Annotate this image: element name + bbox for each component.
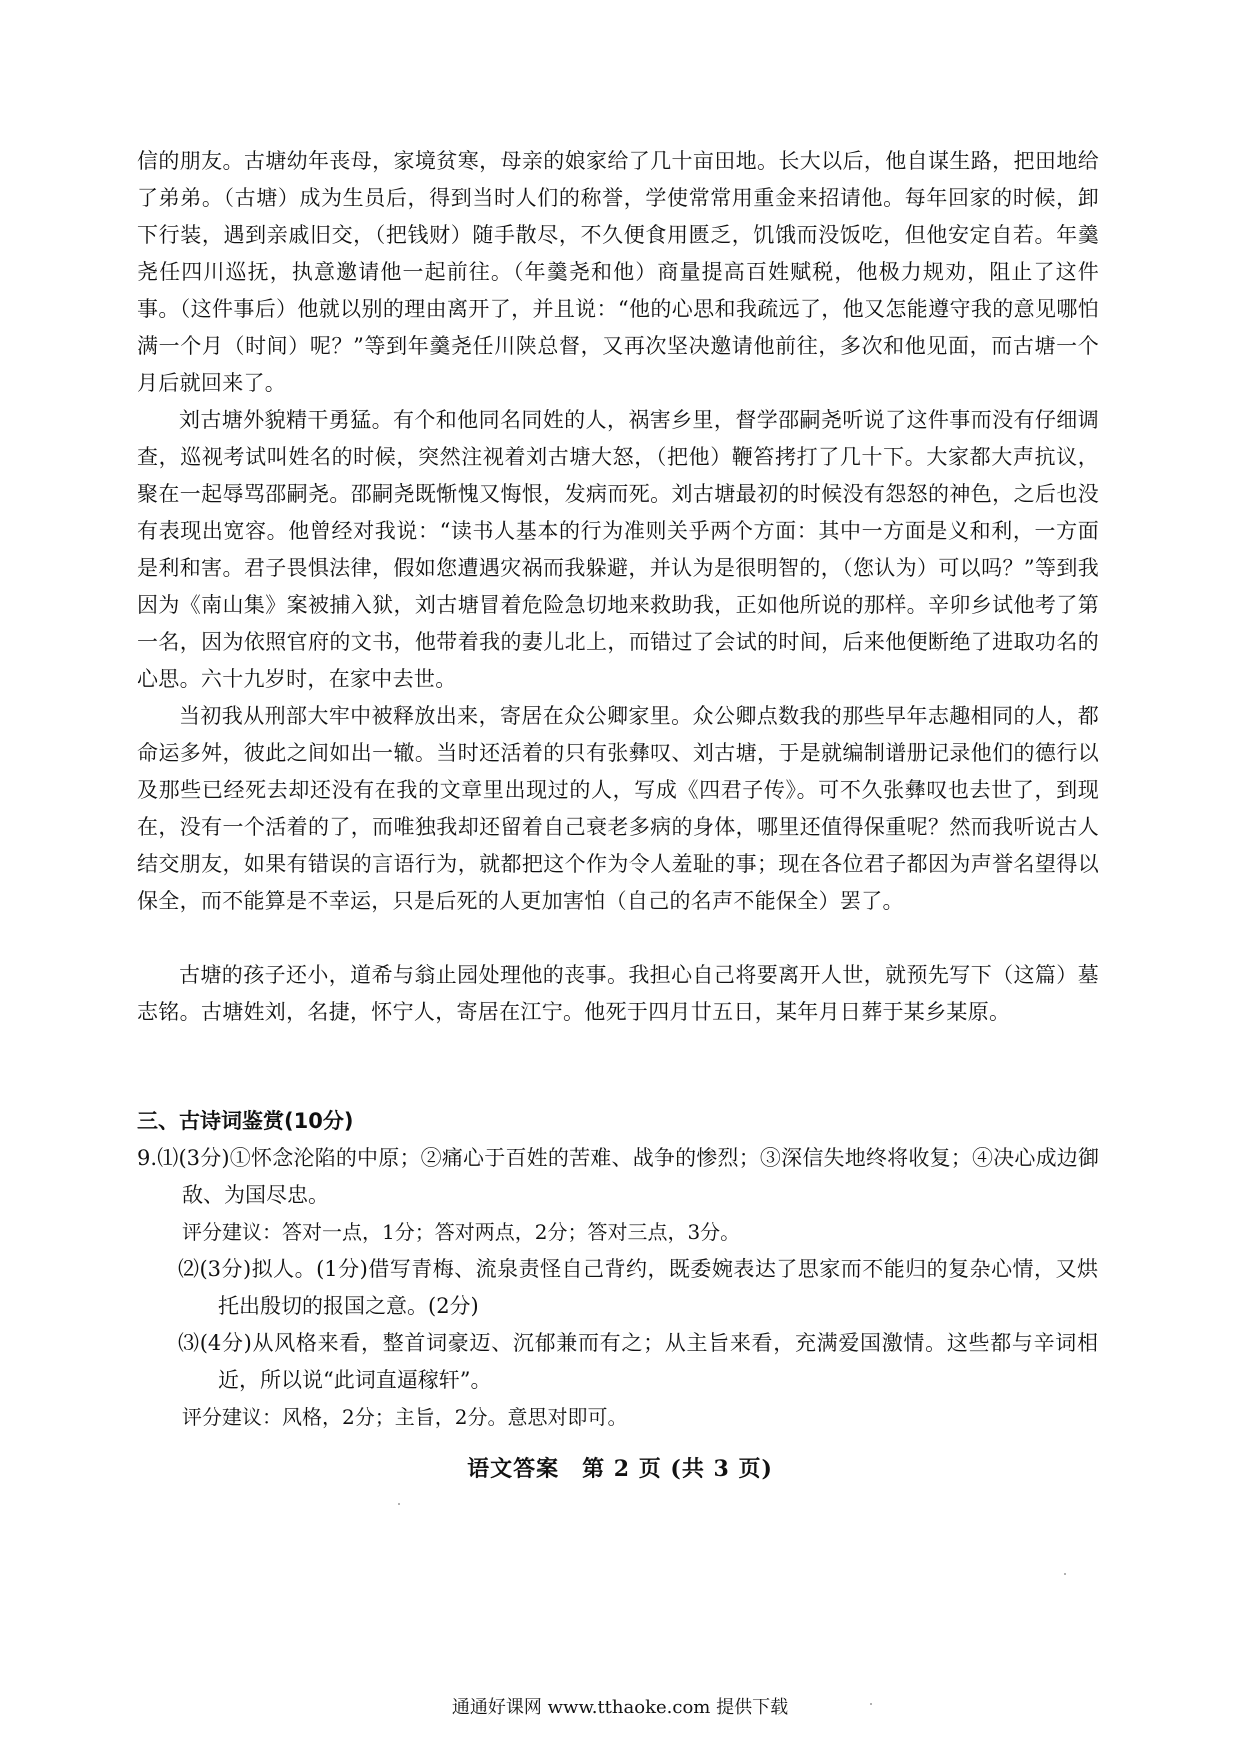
paragraph-4: 古塘的孩子还小，道希与翁止园处理他的丧事。我担心自己将要离开人世，就预先写下（这篇）墓志铭。古塘姓刘，名捷，怀宁人，寄居在江宁。他死于四月廿五日，某年月日葬于某乡某原。 [137, 963, 1099, 1024]
scoring-note-2: 评分建议：风格，2分；主旨，2分。意思对即可。 [182, 1405, 628, 1429]
answer-9-1 [137, 1140, 1099, 1214]
paragraph-2: 刘古塘外貌精干勇猛。有个和他同名同姓的人，祸害乡里，督学邵嗣尧听说了这件事而没有仔细调查，巡视考试叫姓名的时候，突然注视着刘古塘大怒，（把他）鞭笞拷打了几十下。大家都大声抗议，聚在一起辱骂邵嗣尧。邵嗣尧既惭愧又悔恨，发病而死。刘古塘最初的时候没有怨怒的神色，之后也没有表现出宽容。他曾经对我说：“读书人基本的行为准则关乎两个方面：其中一方面是义和利，一方面是利和害。君子畏惧法律，假如您遭遇灾祸而我躲避，并认为是很明智的，（您认为）可以吗？”等到我因为《南山集》案被捕入狱，刘古塘冒着危险急切地来救助我，正如他所说的那样。辛卯乡试他考了第一名，因为依照官府的文书，他带着我的妻儿北上，而错过了会试的时间，后来他便断绝了进取功名的心思。六十九岁时，在家中去世。 [137, 408, 1099, 691]
answer-9-1-text: 9.⑴(3分)①怀念沦陷的中原；②痛心于百姓的苦难、战争的惨烈；③深信失地终将收复；④决心成边御敌、为国尽忠。 [137, 1146, 1099, 1207]
scan-speck [1064, 1573, 1066, 1575]
page-number-label: 语文答案 第 2 页 (共 3 页) [467, 1456, 773, 1482]
section-title: 三、古诗词鉴赏(10分) [137, 1109, 354, 1133]
paragraph-1: 信的朋友。古塘幼年丧母，家境贫寒，母亲的娘家给了几十亩田地。长大以后，他自谋生路，把田地给了弟弟。（古塘）成为生员后，得到当时人们的称誉，学使常常用重金来招请他。每年回家的时候，卸下行装，遇到亲戚旧交，（把钱财）随手散尽，不久便食用匮乏，饥饿而没饭吃，但他安定自若。年羹尧任四川巡抚，执意邀请他一起前往。（年羹尧和他）商量提高百姓赋税，他极力规劝，阻止了这件事。（这件事后）他就以别的理由离开了，并且说：“他的心思和我疏远了，他又怎能遵守我的意见哪怕满一个月（时间）呢？”等到年羹尧任川陕总督，又再次坚决邀请他前往，多次和他见面，而古塘一个月后就回来了。 [137, 149, 1099, 395]
site-credit: 通通好课网 www.tthaoke.com 提供下载 [451, 1697, 789, 1718]
answer-9-3-text: ⑶(4分)从风格来看，整首词豪迈、沉郁兼而有之；从主旨来看，充满爱国激情。这些都与辛词相近，所以说“此词直逼稼轩”。 [178, 1331, 1098, 1392]
scoring-note-1: 评分建议：答对一点，1分；答对两点，2分；答对三点，3分。 [182, 1220, 741, 1244]
answer-9-2 [178, 1251, 1098, 1325]
scan-speck [870, 1703, 872, 1705]
paragraph-3: 当初我从刑部大牢中被释放出来，寄居在众公卿家里。众公卿点数我的那些早年志趣相同的人，都命运多舛，彼此之间如出一辙。当时还活着的只有张彝叹、刘古塘，于是就编制谱册记录他们的德行以及那些已经死去却还没有在我的文章里出现过的人，写成《四君子传》。可不久张彝叹也去世了，到现在，没有一个活着的了，而唯独我却还留着自己衰老多病的身体，哪里还值得保重呢？然而我听说古人结交朋友，如果有错误的言语行为，就都把这个作为令人羞耻的事；现在各位君子都因为声誉名望得以保全，而不能算是不幸运，只是后死的人更加害怕（自己的名声不能保全）罢了。 [137, 704, 1099, 913]
answer-9-3 [178, 1325, 1098, 1399]
scan-speck [398, 1503, 400, 1505]
answer-9-2-text: ⑵(3分)拟人。(1分)借写青梅、流泉责怪自己背约，既委婉表达了思家而不能归的复杂心情，又烘托出殷切的报国之意。(2分) [178, 1257, 1098, 1318]
